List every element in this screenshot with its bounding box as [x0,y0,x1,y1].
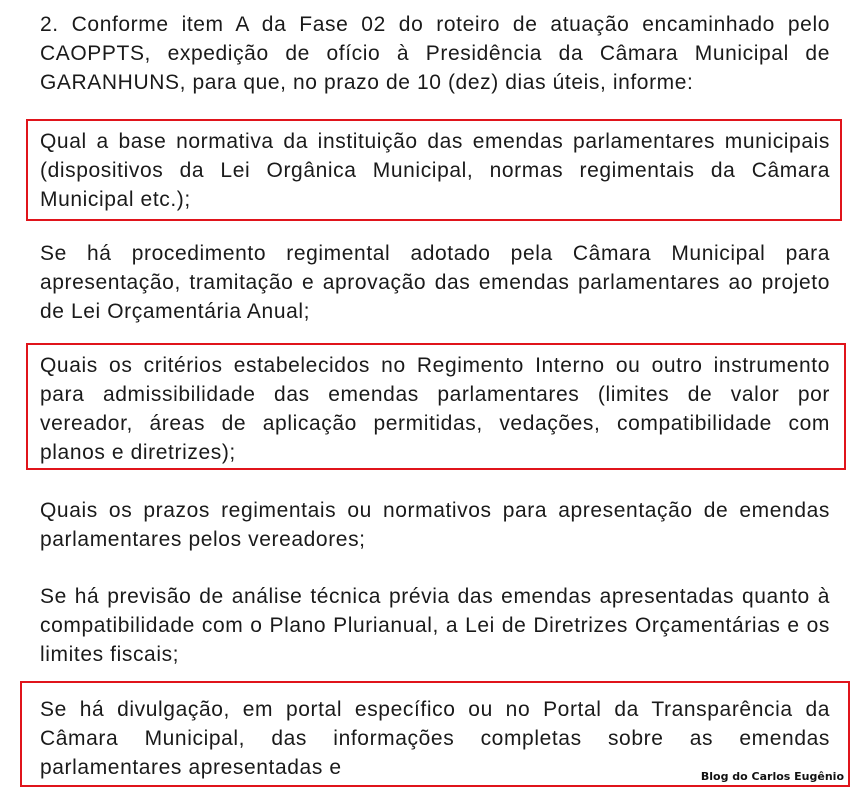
item-paragraph-5: Se há previsão de análise técnica prévia das emendas apresentadas quanto à compatibilidade com o Plano Plurianual, a Lei de Diretrizes Orçamentárias e os limites fiscais; [40,585,830,666]
item-paragraph-1: Qual a base normativa da instituição das emendas parlamentares municipais (dispositivos da Lei Orgânica Municipal, normas regimentais da Câmara Municipal etc.); [40,130,830,211]
item-paragraph-2: Se há procedimento regimental adotado pela Câmara Municipal para apresentação, tramitação e aprovação das emendas parlamentares ao projeto de Lei Orçamentária Anual; [40,242,830,323]
item-paragraph-4: Quais os prazos regimentais ou normativos para apresentação de emendas parlamentares pelos vereadores; [40,499,830,551]
item-paragraph-6: Se há divulgação, em portal específico ou no Portal da Transparência da Câmara Municipal, das informações completas sobre as emendas parlamentares apresentadas e [40,698,830,779]
blog-watermark: Blog do Carlos Eugênio [700,770,844,783]
item-paragraph-3: Quais os critérios estabelecidos no Regimento Interno ou outro instrumento para admissibilidade das emendas parlamentares (limites de valor por vereador, áreas de aplicação permitidas, vedações, compatibilidade com planos e diretrizes); [40,354,830,464]
intro-paragraph: 2. Conforme item A da Fase 02 do roteiro de atuação encaminhado pelo CAOPPTS, expedição de ofício à Presidência da Câmara Municipal de GARANHUNS, para que, no prazo de 10 (dez) dias úteis, informe: [40,13,830,94]
